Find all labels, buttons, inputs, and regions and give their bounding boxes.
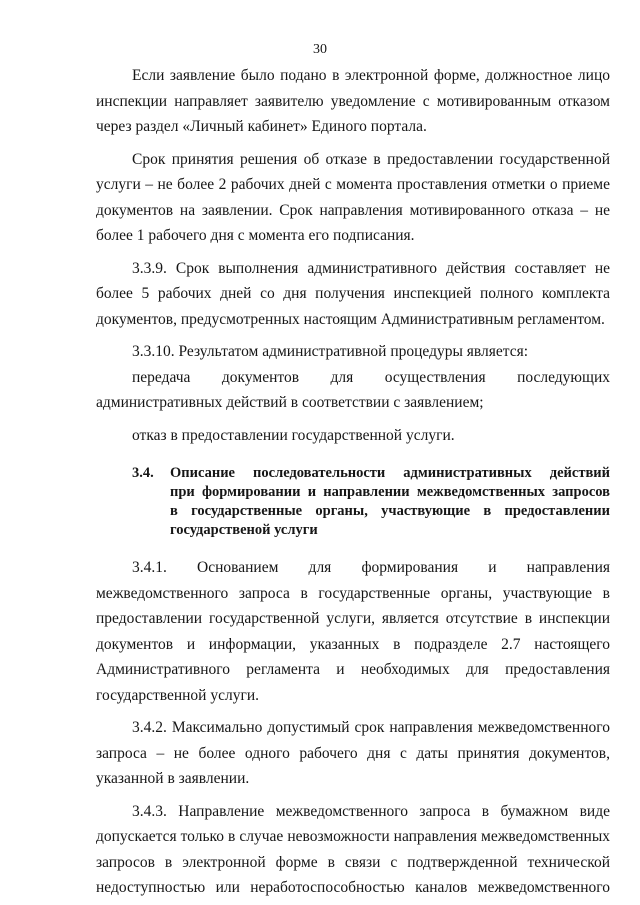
section-number: 3.4.	[132, 465, 154, 481]
section-title-line: в государственные органы, участвующие в предоставлении	[170, 503, 610, 519]
section-title-line: государственой услуги	[170, 522, 318, 538]
paragraph: 3.4.3. Направление межведомственного запроса в бумажном виде допускается только в случае невозможности направления межведомственных запросов в электронной форме в связи с подтвержденной технической недоступностью или неработоспособностью каналов межведомственного	[96, 802, 610, 896]
paragraph: отказ в предоставлении государственной услуги.	[132, 426, 455, 444]
paragraph: Если заявление было подано в электронной форме, должностное лицо инспекции направляет заявителю уведомление с мотивированным отказом через раздел «Личный кабинет» Единого портала.	[96, 67, 610, 135]
document-body	[96, 63, 610, 901]
paragraph: передача документов для осуществления последующих административных действий в соответствии с заявлением;	[96, 368, 610, 411]
section-heading	[96, 464, 610, 540]
paragraph: 3.4.1. Основанием для формирования и направления межведомственного запроса в государственные органы, участвующие в предоставлении государственной услуги, является отсутствие в инспекции документов и информации, указанных в подразделе 2.7 настоящего Административного регламента и необходимых для предоставления государственной услуги.	[96, 559, 610, 704]
paragraph: Срок принятия решения об отказе в предоставлении государственной услуги – не более 2 рабочих дней с момента проставления отметки о приеме документов на заявлении. Срок направления мотивированного отказа – не более 1 рабочего дня с момента его подписания.	[96, 150, 610, 244]
section-title-line: Описание последовательности административных действий	[170, 465, 610, 481]
section-title	[170, 464, 610, 540]
section-title-line: при формировании и направлении межведомственных запросов	[170, 484, 610, 500]
paragraph: 3.3.10. Результатом административной процедуры является:	[132, 343, 529, 360]
paragraph: 3.3.9. Срок выполнения административного действия составляет не более 5 рабочих дней со дня получения инспекцией полного комплекта документов, предусмотренных настоящим Административным регламентом.	[96, 259, 610, 328]
page-number: 30	[313, 42, 327, 57]
paragraph: 3.4.2. Максимально допустимый срок направления межведомственного запроса – не более одного рабочего дня с даты принятия документов, указанной в заявлении.	[96, 719, 610, 787]
